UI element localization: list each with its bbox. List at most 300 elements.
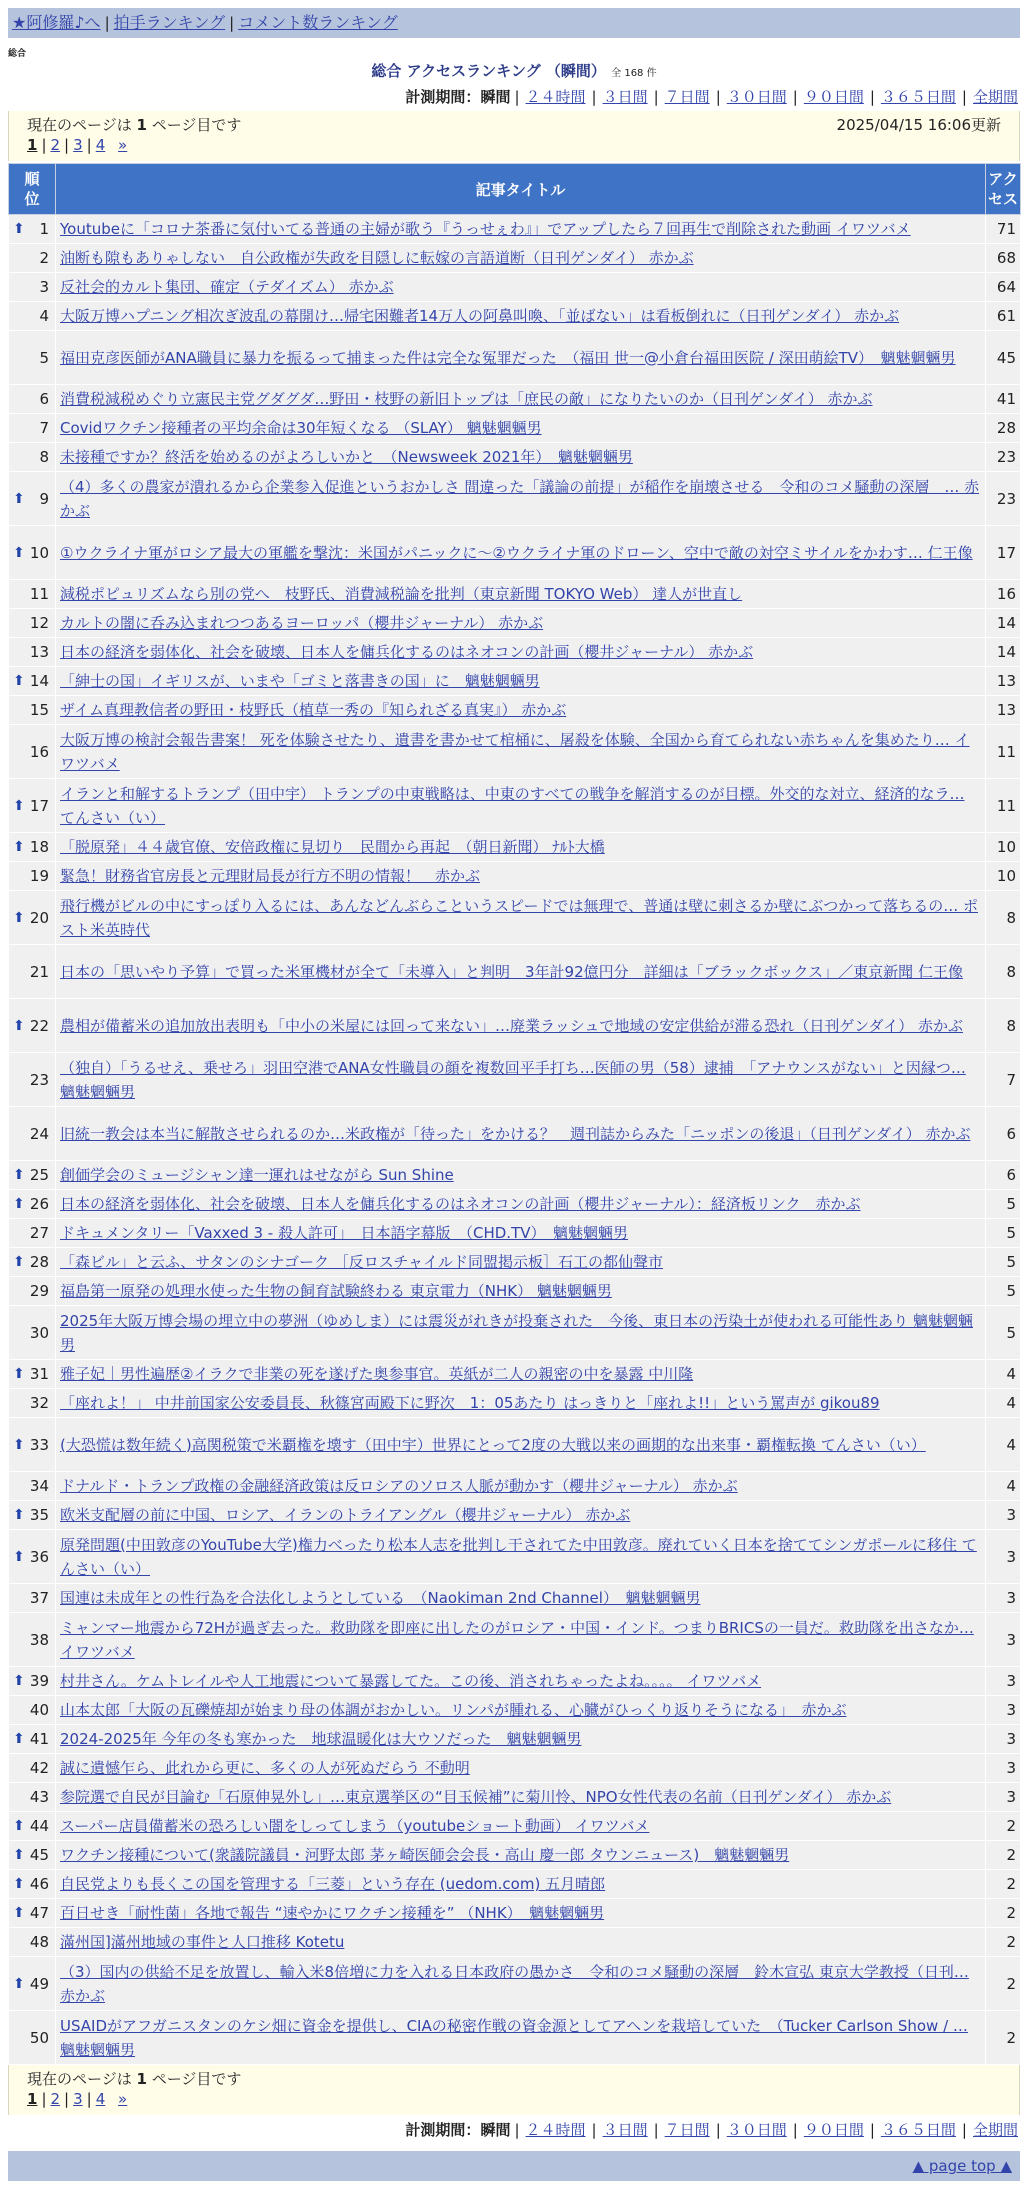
table-row — [9, 1725, 1021, 1754]
rank-cell — [9, 443, 56, 472]
access-count: 3 — [986, 1613, 1021, 1667]
rank-cell — [9, 1107, 56, 1161]
table-row — [9, 1501, 1021, 1530]
rank-number: 48 — [29, 1933, 49, 1951]
article-link[interactable]: 旧統一教会は本当に解散させられるのか…米政権が「待った」をかける？ 週刊誌からみた「ニッポンの後退」（日刊ゲンダイ） 赤かぶ — [60, 1124, 971, 1143]
table-row — [9, 414, 1021, 443]
title-cell — [56, 1667, 986, 1696]
pager-top — [27, 136, 1001, 158]
pager-link-2[interactable]: 2 — [50, 2090, 61, 2108]
article-link[interactable]: （独自）「うるせえ、乗せろ」羽田空港でANA女性職員の顔を複数回平手打ち…医師の男（58）逮捕 「アナウンスがない」と因縁つ… 魑魅魍魎男 — [60, 1058, 966, 1101]
rank-cell — [9, 1501, 56, 1530]
article-link[interactable]: ワクチン接種について(衆議院議員・河野太郎 茅ヶ崎医師会会長・高山 慶一郎 タウンニュース) 魑魅魍魎男 — [60, 1846, 790, 1864]
title-cell — [56, 302, 986, 331]
article-link[interactable]: Youtubeに「コロナ茶番に気付いてる普通の主婦が歌う『うっせぇわ』」でアップしたら７回再生で削除された動画 イワツバメ — [60, 220, 911, 238]
period-separator: | — [792, 2121, 798, 2139]
article-link[interactable]: 「脱原発」４４歳官僚、安倍政権に見切り 民間から再起 （朝日新聞） ﾅﾙﾄ大橋 — [60, 838, 605, 856]
title-cell — [56, 1248, 986, 1277]
period-separator: | — [514, 88, 520, 106]
rank-cell — [9, 244, 56, 273]
table-row — [9, 2011, 1021, 2065]
article-link[interactable]: 「森ビル」と云ふ、サタンのシナゴーク ［反ロスチャイルド同盟掲示板］石工の都仙聲市 — [60, 1253, 663, 1271]
title-cell — [56, 331, 986, 385]
period-link-6[interactable]: 全期間 — [972, 2121, 1018, 2139]
access-count: 2 — [986, 1928, 1021, 1957]
title-cell — [56, 443, 986, 472]
table-row — [9, 1899, 1021, 1928]
article-link[interactable]: ドナルド・トランプ政権の金融経済政策は反ロシアのソロス人脈が動かす（櫻井ジャーナル） 赤かぶ — [60, 1477, 738, 1495]
table-row — [9, 1870, 1021, 1899]
period-separator: | — [653, 2121, 659, 2139]
table-row — [9, 1360, 1021, 1389]
table-row — [9, 1530, 1021, 1584]
period-link-5[interactable]: ３６５日間 — [880, 88, 956, 106]
rank-cell — [9, 1841, 56, 1870]
access-count: 5 — [986, 1277, 1021, 1306]
rank-cell — [9, 1754, 56, 1783]
access-count: 11 — [986, 779, 1021, 833]
period-selector-bottom — [405, 2119, 1020, 2140]
access-count: 14 — [986, 609, 1021, 638]
access-count: 6 — [986, 1161, 1021, 1190]
pager-spacer — [105, 136, 118, 154]
article-link[interactable]: 百日せき「耐性菌」各地で報告 “速やかにワクチン接種を” （NHK） 魑魅魍魎男 — [60, 1904, 605, 1922]
pager-next[interactable]: » — [118, 136, 128, 154]
pager-current: 1 — [27, 2090, 38, 2108]
page-heading — [8, 60, 1020, 81]
rank-number: 29 — [29, 1282, 49, 1300]
rank-cell — [9, 472, 56, 526]
footer-bar — [8, 2151, 1020, 2181]
rank-cell — [9, 1696, 56, 1725]
access-count: 3 — [986, 1667, 1021, 1696]
rank-cell — [9, 526, 56, 580]
rank-number: 33 — [29, 1435, 49, 1454]
title-cell — [56, 1613, 986, 1667]
access-count: 2 — [986, 1899, 1021, 1928]
title-cell — [56, 414, 986, 443]
rank-number: 44 — [29, 1817, 49, 1835]
pager-link-4[interactable]: 4 — [95, 136, 106, 154]
access-count: 3 — [986, 1754, 1021, 1783]
up-arrow-icon: ⬆ — [13, 1507, 25, 1523]
up-arrow-icon: ⬆ — [13, 909, 25, 926]
pager-current: 1 — [27, 136, 38, 154]
article-link[interactable]: Covidワクチン接種者の平均余命は30年短くなる （SLAY） 魑魅魍魎男 — [60, 419, 542, 437]
access-count: 4 — [986, 1418, 1021, 1472]
pager-separator: | — [64, 2090, 70, 2108]
table-row — [9, 443, 1021, 472]
title-cell — [56, 725, 986, 779]
access-count: 28 — [986, 414, 1021, 443]
rank-cell — [9, 945, 56, 999]
rank-number: 50 — [29, 2028, 49, 2047]
rank-number: 15 — [29, 701, 49, 719]
article-link[interactable]: 福田克彦医師がANA職員に暴力を振るって捕まった件は完全な冤罪だった （福田 世一@小倉台福田医院 / 深田萌絵TV） 魑魅魍魎男 — [60, 348, 956, 367]
article-link[interactable]: 「紳士の国」イギリスが、いまや「ゴミと落書きの国」に 魑魅魍魎男 — [60, 672, 540, 690]
rank-cell — [9, 385, 56, 414]
period-link-1[interactable]: ３日間 — [602, 88, 648, 106]
table-row — [9, 1754, 1021, 1783]
access-count: 68 — [986, 244, 1021, 273]
article-link[interactable]: 消費税減税めぐり立憲民主党グダグダ…野田・枝野の新旧トップは「庶民の敵」になりたいのか（日刊ゲンダイ） 赤かぶ — [60, 390, 873, 408]
title-cell — [56, 1754, 986, 1783]
access-count: 2 — [986, 2011, 1021, 2065]
table-row — [9, 1277, 1021, 1306]
article-link[interactable]: (大恐慌は数年続く)高関税策で米覇権を壊す（田中宇）世界にとって2度の大戦以来の画期的な出来事・覇権転換 てんさい（い） — [60, 1435, 926, 1454]
access-count: 61 — [986, 302, 1021, 331]
up-arrow-icon: ⬆ — [13, 1548, 25, 1565]
title-cell — [56, 1501, 986, 1530]
article-link[interactable]: 自民党よりも長くこの国を管理する「三菱」という存在 (uedom.com) 五月晴郎 — [60, 1875, 606, 1893]
title-cell — [56, 891, 986, 945]
access-header: アクセス — [986, 164, 1021, 215]
access-count: 71 — [986, 215, 1021, 244]
period-link-2[interactable]: ７日間 — [664, 88, 710, 106]
rank-number: 32 — [29, 1394, 49, 1412]
title-cell — [56, 1725, 986, 1754]
rank-cell — [9, 891, 56, 945]
table-row — [9, 1161, 1021, 1190]
title-cell — [56, 1219, 986, 1248]
home-link[interactable]: ★阿修羅♪へ — [12, 13, 101, 32]
rank-number: 10 — [29, 543, 49, 562]
rank-number: 2 — [39, 249, 49, 267]
rank-number: 5 — [39, 348, 49, 367]
up-arrow-icon: ⬆ — [13, 490, 25, 507]
title-cell — [56, 1899, 986, 1928]
rank-number: 19 — [29, 867, 49, 885]
article-link[interactable]: 滿州国]滿州地域の事件と人口推移 Kotetu — [60, 1933, 345, 1951]
title-cell — [56, 385, 986, 414]
period-link-4[interactable]: ９０日間 — [803, 2121, 864, 2139]
period-separator: | — [792, 88, 798, 106]
table-row — [9, 1248, 1021, 1277]
article-link[interactable]: 大阪万博ハプニング相次ぎ波乱の幕開け…帰宅困難者14万人の阿鼻叫喚、「並ばない」は看板倒れに（日刊ゲンダイ） 赤かぶ — [60, 307, 900, 325]
article-link[interactable]: 誠に遺憾乍ら、此れから更に、多くの人が死ぬだらう 不動明 — [60, 1759, 470, 1777]
table-row — [9, 1418, 1021, 1472]
rank-cell — [9, 1248, 56, 1277]
article-link[interactable]: 日本の「思いやり予算」で買った米軍機材が全て「未導入」と判明 3年計92億円分 詳細は「ブラックボックス」／東京新聞 仁王像 — [60, 962, 963, 981]
rank-cell — [9, 273, 56, 302]
access-count: 17 — [986, 526, 1021, 580]
table-row — [9, 725, 1021, 779]
article-link[interactable]: 山本太郎「大阪の瓦礫焼却が始まり母の体調がおかしい。リンパが腫れる、心臓がひっくり返りそうになる」 赤かぶ — [60, 1701, 847, 1719]
title-cell — [56, 1306, 986, 1360]
article-link[interactable]: （3）国内の供給不足を放置し、輸入米8倍増に力を入れる日本政府の愚かさ 令和のコメ騒動の深層 鈴木宣弘 東京大学教授（日刊… 赤かぶ — [60, 1962, 969, 2005]
up-arrow-icon: ⬆ — [13, 1436, 25, 1453]
up-arrow-icon: ⬆ — [13, 1167, 25, 1183]
article-link[interactable]: スーパー店員備蓄米の恐ろしい闇をしってしまう（youtubeショート動画） イワツバメ — [60, 1817, 650, 1835]
rank-number: 9 — [39, 489, 49, 508]
access-count: 6 — [986, 1107, 1021, 1161]
rank-number: 22 — [29, 1016, 49, 1035]
access-count: 13 — [986, 696, 1021, 725]
table-row — [9, 891, 1021, 945]
period-separator: | — [591, 2121, 597, 2139]
rank-header: 順位 — [9, 164, 56, 215]
table-row — [9, 862, 1021, 891]
up-arrow-icon: ⬆ — [13, 673, 25, 689]
rank-number: 6 — [39, 390, 49, 408]
article-link[interactable]: ①ウクライナ軍がロシア最大の軍艦を撃沈：米国がパニックに～②ウクライナ軍のドローン、空中で敵の対空ミサイルをかわす… 仁王像 — [60, 543, 973, 562]
rank-number: 37 — [29, 1589, 49, 1607]
rank-number: 35 — [29, 1506, 49, 1524]
rank-cell — [9, 667, 56, 696]
article-link[interactable]: 欧米支配層の前に中国、ロシア、イランのトライアングル（櫻井ジャーナル） 赤かぶ — [60, 1506, 631, 1524]
period-link-0[interactable]: ２４時間 — [525, 88, 586, 106]
article-link[interactable]: 日本の経済を弱体化、社会を破壊、日本人を傭兵化するのはネオコンの計画（櫻井ジャーナル）：経済板リンク 赤かぶ — [60, 1195, 861, 1213]
article-link[interactable]: 福島第一原発の処理水使った生物の飼育試験終わる 東京電力（NHK） 魑魅魍魎男 — [60, 1282, 612, 1300]
article-link[interactable]: 2025年大阪万博会場の埋立中の夢洲（ゆめしま）には震災がれきが投棄された 今後、東日本の汚染土が使われる可能性あり 魑魅魍魎男 — [60, 1311, 973, 1354]
pager-link-3[interactable]: 3 — [73, 2090, 83, 2108]
article-link[interactable]: 参院選で自民が目論む「石原伸晃外し」…東京選挙区の“目玉候補”に菊川怜、NPO女性代表の名前（日刊ゲンダイ） 赤かぶ — [60, 1788, 892, 1806]
pager-link-3[interactable]: 3 — [73, 136, 83, 154]
rank-cell — [9, 1277, 56, 1306]
table-row — [9, 244, 1021, 273]
table-row — [9, 1841, 1021, 1870]
page-info-bottom — [8, 2065, 1020, 2115]
rank-cell — [9, 331, 56, 385]
rank-cell — [9, 1899, 56, 1928]
article-link[interactable]: ザイム真理教信者の野田・枝野氏（植草一秀の『知られざる真実』） 赤かぶ — [60, 701, 567, 719]
article-link[interactable]: 創価学会のミュージシャン達一運れはせながら Sun Shine — [60, 1166, 454, 1184]
title-cell — [56, 609, 986, 638]
article-link[interactable]: 緊急！財務省官房長と元理財局長が行方不明の情報！ 赤かぶ — [60, 867, 481, 885]
access-count: 8 — [986, 999, 1021, 1053]
access-count: 7 — [986, 1053, 1021, 1107]
access-count: 11 — [986, 725, 1021, 779]
title-cell — [56, 2011, 986, 2065]
article-link[interactable]: 減税ポピュリズムなら別の党へ 枝野氏、消費減税論を批判（東京新聞 TOKYO Web） 達人が世直し — [60, 585, 743, 603]
article-link[interactable]: 飛行機がビルの中にすっぽり入るには、あんなどんぶらこというスピードでは無理で、普通は壁に刺さるか壁にぶつかって落ちるの… ポスト米英時代 — [60, 896, 978, 939]
nav-separator: | — [229, 14, 235, 32]
table-row — [9, 1812, 1021, 1841]
rank-cell — [9, 862, 56, 891]
title-cell — [56, 638, 986, 667]
title-cell — [56, 1928, 986, 1957]
rank-number: 42 — [29, 1759, 49, 1777]
pager-spacer — [105, 2090, 118, 2108]
period-label: 計測期間： — [405, 2121, 481, 2139]
title-cell — [56, 273, 986, 302]
period-separator: | — [715, 2121, 721, 2139]
table-row — [9, 273, 1021, 302]
article-link[interactable]: 原発問題(中田敦彦のYouTube大学)権力べったり松本人志を批判し干されてた中田敦彦。廃れていく日本を捨ててシンガポールに移住 てんさい（い） — [60, 1535, 977, 1578]
article-link[interactable]: 雅子妃｜男性遍歴②イラクで非業の死を遂げた奥参事官。英紙が二人の親密の中を暴露 中川隆 — [60, 1365, 694, 1383]
up-arrow-icon: ⬆ — [13, 1196, 25, 1212]
rank-cell — [9, 638, 56, 667]
nav-separator: | — [104, 14, 110, 32]
rank-cell — [9, 302, 56, 331]
article-link[interactable]: USAIDがアフガニスタンのケシ畑に資金を提供し、CIAの秘密作戦の資金源としてアヘンを栽培していた （Tucker Carlson Show / … 魑魅魍魎男 — [60, 2016, 968, 2059]
table-row — [9, 1613, 1021, 1667]
rank-number: 26 — [29, 1195, 49, 1213]
pager-link-4[interactable]: 4 — [95, 2090, 106, 2108]
table-row — [9, 609, 1021, 638]
up-arrow-icon: ⬆ — [13, 839, 25, 855]
table-row — [9, 1053, 1021, 1107]
period-link-1[interactable]: ３日間 — [602, 2121, 648, 2139]
period-link-6[interactable]: 全期間 — [972, 88, 1018, 106]
article-link[interactable]: 日本の経済を弱体化、社会を破壊、日本人を傭兵化するのはネオコンの計画（櫻井ジャーナル） 赤かぶ — [60, 643, 754, 661]
access-count: 5 — [986, 1306, 1021, 1360]
article-link[interactable]: 2024-2025年 今年の冬も寒かった 地球温暖化は大ウソだった 魑魅魍魎男 — [60, 1730, 582, 1748]
article-link[interactable]: イランと和解するトランプ（田中宇） トランプの中東戦略は、中東のすべての戦争を解消するのが目標。外交的な対立、経済的なラ… てんさい（い） — [60, 784, 965, 827]
table-row — [9, 638, 1021, 667]
title-cell — [56, 526, 986, 580]
pager-separator: | — [86, 2090, 92, 2108]
rank-cell — [9, 696, 56, 725]
access-count: 3 — [986, 1725, 1021, 1754]
article-link[interactable]: ドキュメンタリー「Vaxxed 3 - 殺人許可」 日本語字幕版 （CHD.TV） 魑魅魍魎男 — [60, 1224, 628, 1242]
period-link-3[interactable]: ３０日間 — [726, 2121, 787, 2139]
article-link[interactable]: ミャンマー地震から72Hが過ぎ去った。救助隊を即座に出したのがロシア・中国・インド。つまりBRICSの一員だ。救助隊を出さなか… イワツバメ — [60, 1618, 974, 1661]
pager-separator: | — [64, 136, 70, 154]
period-link-2[interactable]: ７日間 — [664, 2121, 710, 2139]
table-row — [9, 385, 1021, 414]
article-link[interactable]: 反社会的カルト集団、確定（テダイズム） 赤かぶ — [60, 278, 394, 296]
table-row — [9, 696, 1021, 725]
ranking-table — [8, 163, 1021, 2065]
access-count: 14 — [986, 638, 1021, 667]
rank-number: 38 — [29, 1630, 49, 1649]
pager-link-2[interactable]: 2 — [50, 136, 61, 154]
article-link[interactable]: 農相が備蓄米の追加放出表明も「中小の米屋には回って来ない」…廃業ラッシュで地域の安定供給が滞る恐れ（日刊ゲンダイ） 赤かぶ — [60, 1016, 963, 1035]
rank-number: 40 — [29, 1701, 49, 1719]
page-info-text: 現在のページは 1 ページ目です — [27, 2070, 242, 2088]
table-row — [9, 1667, 1021, 1696]
title-cell — [56, 1472, 986, 1501]
access-count: 4 — [986, 1389, 1021, 1418]
title-cell — [56, 1783, 986, 1812]
table-row — [9, 1584, 1021, 1613]
rank-number: 7 — [39, 419, 49, 437]
comment-ranking-link[interactable]: コメント数ランキング — [238, 13, 398, 32]
period-separator: | — [961, 2121, 967, 2139]
access-count: 3 — [986, 1783, 1021, 1812]
title-cell — [56, 1418, 986, 1472]
rank-number: 13 — [29, 643, 49, 661]
pager-next[interactable]: » — [118, 2090, 128, 2108]
rank-cell — [9, 1870, 56, 1899]
rank-number: 30 — [29, 1323, 49, 1342]
title-cell — [56, 244, 986, 273]
updated-timestamp: 2025/04/15 16:06更新 — [836, 116, 1001, 134]
article-link[interactable]: 国連は未成年との性行為を合法化しようとしている （Naokiman 2nd Channel） 魑魅魍魎男 — [60, 1589, 701, 1607]
table-row — [9, 833, 1021, 862]
title-cell — [56, 1957, 986, 2011]
rank-number: 46 — [29, 1875, 49, 1893]
table-row — [9, 1957, 1021, 2011]
table-row — [9, 215, 1021, 244]
page-title: 総合 アクセスランキング （瞬間） — [371, 62, 606, 80]
article-link[interactable]: 「座れよ！」 中井前国家公安委員長、秋篠宮両殿下に野次 1：05あたり はっきりと「座れよ!!」という罵声が gikou89 — [60, 1394, 880, 1412]
title-cell — [56, 1107, 986, 1161]
period-link-0[interactable]: ２４時間 — [525, 2121, 586, 2139]
title-cell — [56, 1053, 986, 1107]
article-link[interactable]: 油断も隙もありゃしない 自公政権が失政を目隠しに転嫁の言語道断（日刊ゲンダイ） 赤かぶ — [60, 249, 694, 267]
rank-number: 17 — [29, 796, 49, 815]
rank-cell — [9, 1928, 56, 1957]
title-cell — [56, 999, 986, 1053]
article-link[interactable]: （4）多くの農家が潰れるから企業参入促進というおかしさ 間違った「議論の前提」が稲作を崩壊させる 令和のコメ騒動の深層 … 赤かぶ — [60, 477, 980, 520]
period-link-3[interactable]: ３０日間 — [726, 88, 787, 106]
title-cell — [56, 1161, 986, 1190]
title-cell — [56, 215, 986, 244]
period-separator: | — [869, 88, 875, 106]
rank-cell — [9, 1725, 56, 1754]
rank-number: 39 — [29, 1672, 49, 1690]
page-info-top — [8, 111, 1020, 161]
article-link[interactable]: 大阪万博の検討会報告書案！ 死を体験させたり、遺書を書かせて棺桶に、屠殺を体験、全国から育てられない赤ちゃんを集めたり… イワツバメ — [60, 730, 970, 773]
rank-number: 4 — [39, 307, 49, 325]
title-cell — [56, 667, 986, 696]
period-separator: | — [653, 88, 659, 106]
table-row — [9, 667, 1021, 696]
access-count: 5 — [986, 1219, 1021, 1248]
period-current: 瞬間 — [480, 2121, 511, 2139]
page-info-text: 現在のページは 1 ページ目です — [27, 116, 242, 134]
title-header: 記事タイトル — [56, 164, 986, 215]
table-row — [9, 302, 1021, 331]
title-cell — [56, 945, 986, 999]
access-count: 16 — [986, 580, 1021, 609]
access-count: 8 — [986, 891, 1021, 945]
access-count: 3 — [986, 1696, 1021, 1725]
title-cell — [56, 833, 986, 862]
rank-cell — [9, 2011, 56, 2065]
period-current: 瞬間 — [480, 88, 511, 106]
rank-cell — [9, 1161, 56, 1190]
article-link[interactable]: 村井さん。ケムトレイルや人工地震について暴露してた。この後、消されちゃったよね。。。。 イワツバメ — [60, 1672, 762, 1690]
section-tag: 総合 — [8, 49, 27, 59]
page-top-link[interactable]: ▲ page top ▲ — [912, 2157, 1012, 2175]
up-arrow-icon: ⬆ — [13, 797, 25, 814]
rank-number: 11 — [29, 585, 49, 603]
table-row — [9, 1389, 1021, 1418]
pager-separator: | — [41, 2090, 47, 2108]
applause-ranking-link[interactable]: 拍手ランキング — [113, 13, 226, 32]
title-cell — [56, 1870, 986, 1899]
rank-number: 18 — [29, 838, 49, 856]
table-row — [9, 1472, 1021, 1501]
table-row — [9, 999, 1021, 1053]
access-count: 3 — [986, 1584, 1021, 1613]
period-separator: | — [514, 2121, 520, 2139]
title-cell — [56, 1360, 986, 1389]
up-arrow-icon: ⬆ — [13, 1366, 25, 1382]
title-cell — [56, 862, 986, 891]
access-count: 45 — [986, 331, 1021, 385]
up-arrow-icon: ⬆ — [13, 1731, 25, 1747]
title-cell — [56, 1190, 986, 1219]
rank-number: 23 — [29, 1070, 49, 1089]
rank-number: 16 — [29, 742, 49, 761]
rank-number: 31 — [29, 1365, 49, 1383]
period-separator: | — [591, 88, 597, 106]
rank-number: 27 — [29, 1224, 49, 1242]
rank-cell — [9, 1957, 56, 2011]
rank-cell — [9, 999, 56, 1053]
table-row — [9, 1696, 1021, 1725]
article-link[interactable]: 未接種ですか？終活を始めるのがよろしいかと （Newsweek 2021年） 魑魅魍魎男 — [60, 448, 633, 466]
pager-separator: | — [41, 136, 47, 154]
article-link[interactable]: カルトの闇に呑み込まれつつあるヨーロッパ（櫻井ジャーナル） 赤かぶ — [60, 614, 544, 632]
period-link-5[interactable]: ３６５日間 — [880, 2121, 956, 2139]
rank-cell — [9, 1389, 56, 1418]
period-link-4[interactable]: ９０日間 — [803, 88, 864, 106]
